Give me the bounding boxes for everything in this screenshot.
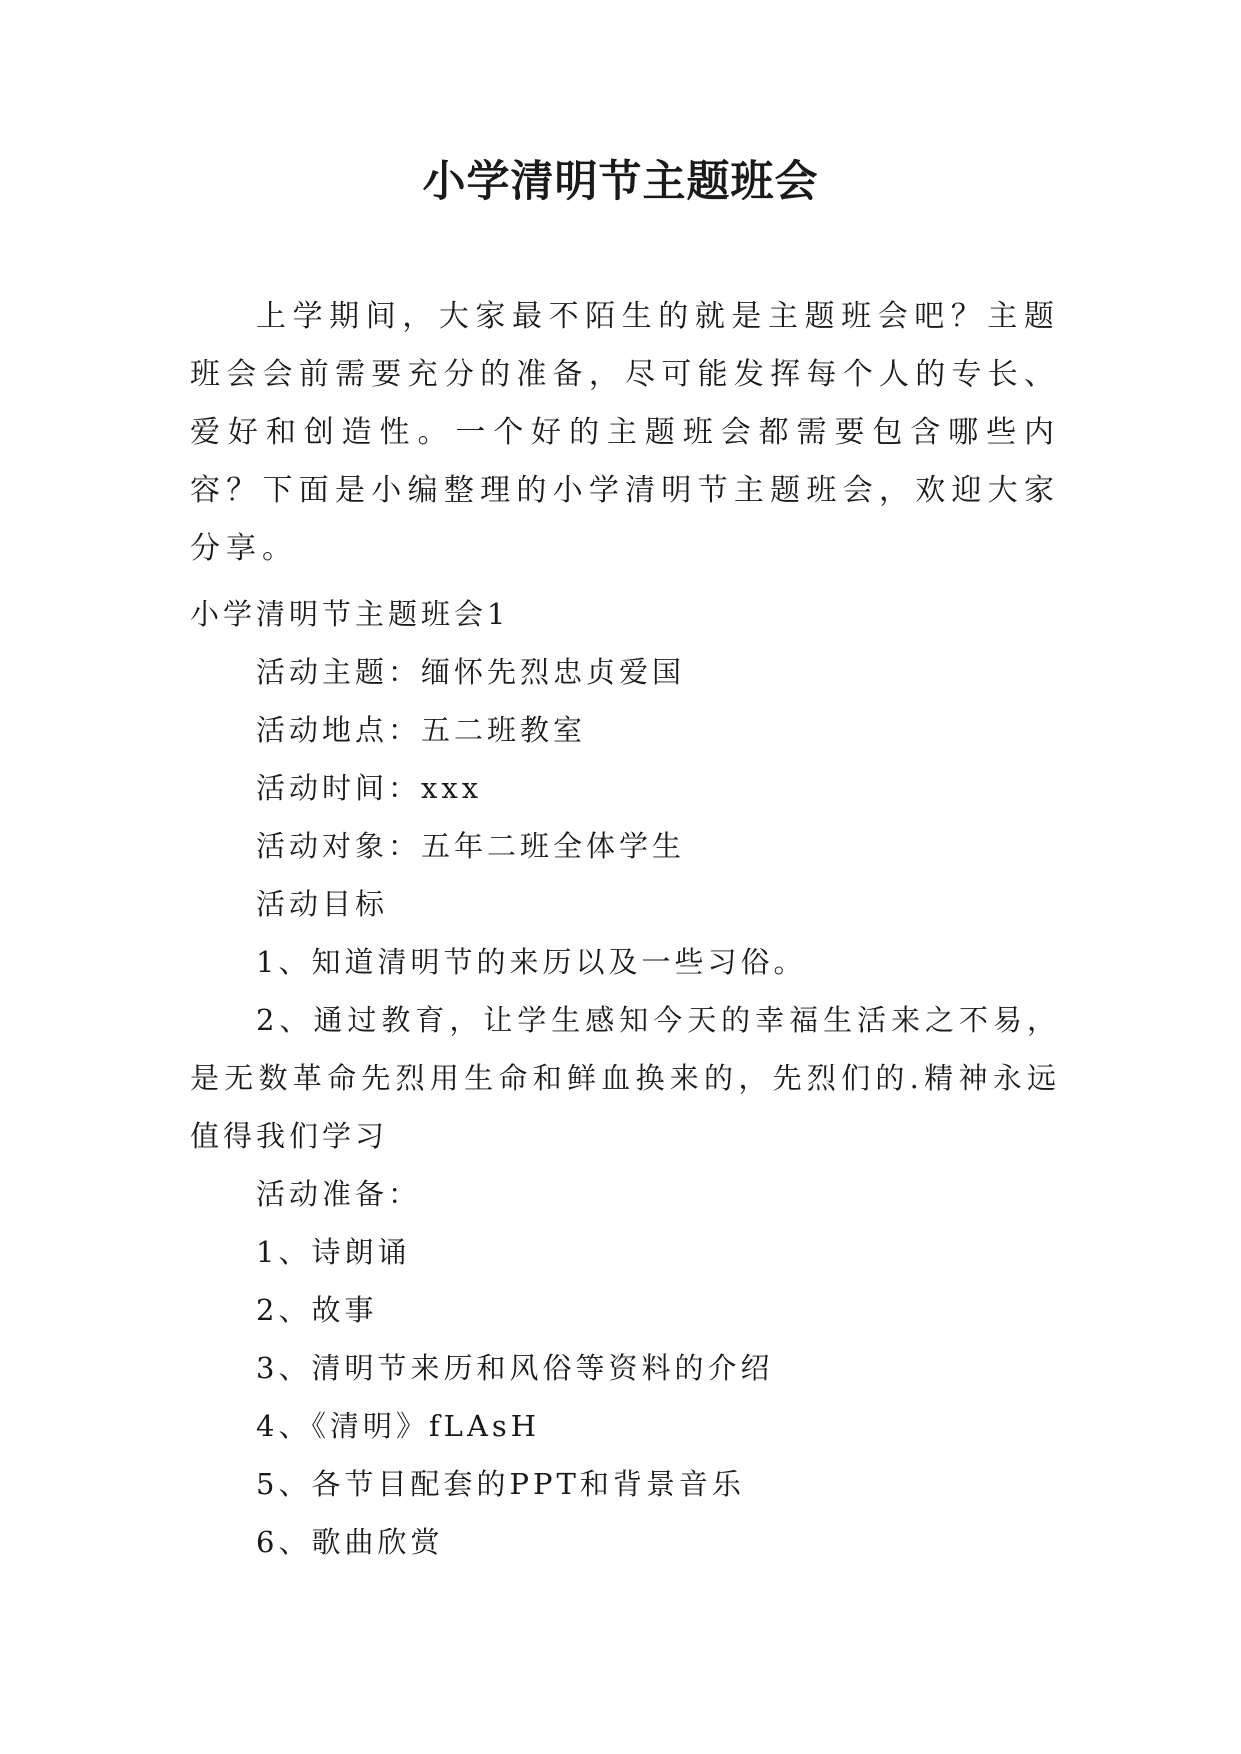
goal-item: 2、通过教育，让学生感知今天的幸福生活来之不易，是无数革命先烈用生命和鲜血换来的，先烈们的.精神永远值得我们学习 [190,1003,1060,1153]
preparation-item: 1、诗朗诵 [256,1235,411,1269]
intro-paragraph: 上学期间，大家最不陌生的就是主题班会吧？主题班会会前需要充分的准备，尽可能发挥每个人的专长、爱好和创造性。一个好的主题班会都需要包含哪些内容？下面是小编整理的小学清明节主题班会，欢迎大家分享。 [190,299,1060,566]
preparation-item: 5、各节目配套的PPT和背景音乐 [256,1467,745,1501]
preparation-item: 3、清明节来历和风俗等资料的介绍 [256,1351,774,1385]
preparation-item: 6、歌曲欣赏 [256,1525,444,1559]
activity-audience: 活动对象：五年二班全体学生 [256,829,686,863]
goal-item: 1、知道清明节的来历以及一些习俗。 [256,945,807,979]
section-heading: 小学清明节主题班会1 [190,597,510,631]
preparation-heading: 活动准备： [256,1177,422,1211]
preparation-item: 4、《清明》fLAsH [256,1409,541,1443]
document-title: 小学清明节主题班会 [422,157,819,207]
activity-location: 活动地点：五二班教室 [256,713,587,747]
activity-goals-heading: 活动目标 [256,887,389,921]
activity-time: 活动时间：xxx [256,771,483,805]
activity-theme: 活动主题：缅怀先烈忠贞爱国 [256,655,686,689]
document-body [190,585,1060,1571]
preparation-item: 2、故事 [256,1293,378,1327]
